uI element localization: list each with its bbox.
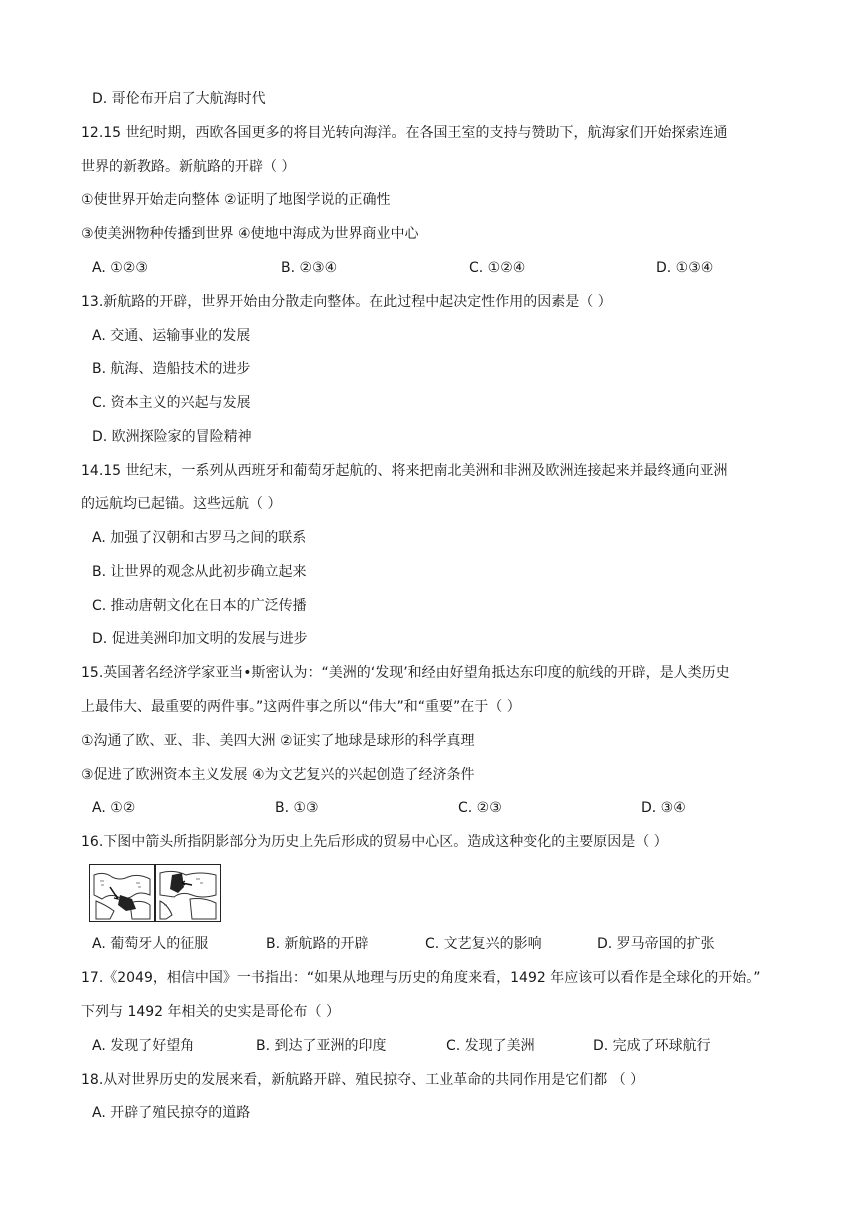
q13-option-a: A. 交通、运输事业的发展 <box>92 328 251 344</box>
map-atlantic-trade-center <box>155 864 221 922</box>
q16-option-b: B. 新航路的开辟 <box>266 936 369 952</box>
q17-option-b: B. 到达了亚洲的印度 <box>256 1038 387 1054</box>
q14-option-a: A. 加强了汉朝和古罗马之间的联系 <box>92 530 307 546</box>
q17-stem-line1: 17.《2049，相信中国》一书指出：“如果从地理与历史的角度来看，1492 年应该可以看作是全球化的开始。” <box>81 970 761 986</box>
q14-stem-line1: 14.15 世纪末，一系列从西班牙和葡萄牙起航的、将来把南北美洲和非洲及欧洲连接起来并最终通向亚洲 <box>81 463 728 479</box>
q14-option-b: B. 让世界的观念从此初步确立起来 <box>92 564 307 580</box>
trade-center-maps-figure <box>89 864 221 922</box>
q17-option-c: C. 发现了美洲 <box>446 1038 535 1054</box>
q15-option-b: B. ①③ <box>275 800 319 816</box>
q12-option-d: D. ①③④ <box>656 260 714 276</box>
q15-statements-1: ①沟通了欧、亚、非、美四大洲 ②证实了地球是球形的科学真理 <box>81 733 475 749</box>
q13-option-d: D. 欧洲探险家的冒险精神 <box>92 429 252 445</box>
q15-statements-2: ③促进了欧洲资本主义发展 ④为文艺复兴的兴起创造了经济条件 <box>81 767 475 783</box>
q14-stem-line2: 的远航均已起锚。这些远航（ ） <box>81 496 282 512</box>
q12-option-c: C. ①②④ <box>469 260 526 276</box>
q15-option-d: D. ③④ <box>641 800 686 816</box>
q13-stem: 13.新航路的开辟，世界开始由分散走向整体。在此过程中起决定性作用的因素是（ ） <box>81 294 612 310</box>
q17-stem-line2: 下列与 1492 年相关的史实是哥伦布（ ） <box>81 1004 340 1020</box>
q12-statements-1: ①使世界开始走向整体 ②证明了地图学说的正确性 <box>81 192 391 208</box>
q17-option-a: A. 发现了好望角 <box>92 1038 195 1054</box>
q15-option-a: A. ①② <box>92 800 136 816</box>
q15-stem-line2: 上最伟大、最重要的两件事。”这两件事之所以“伟大”和“重要”在于（ ） <box>81 699 521 715</box>
q15-option-c: C. ②③ <box>458 800 502 816</box>
q12-option-b: B. ②③④ <box>281 260 338 276</box>
q15-stem-line1: 15.英国著名经济学家亚当•斯密认为：“美洲的‘发现’和经由好望角抵达东印度的航线的开辟，是人类历史 <box>81 665 730 681</box>
q14-option-d: D. 促进美洲印加文明的发展与进步 <box>92 631 308 647</box>
q18-stem: 18.从对世界历史的发展来看，新航路开辟、殖民掠夺、工业革命的共同作用是它们都 （ ） <box>81 1072 645 1088</box>
q16-options <box>0 934 860 954</box>
q13-option-b: B. 航海、造船技术的进步 <box>92 361 251 377</box>
q16-stem: 16.下图中箭头所指阴影部分为历史上先后形成的贸易中心区。造成这种变化的主要原因是（ ） <box>81 834 668 850</box>
q12-stem-line1: 12.15 世纪时期，西欧各国更多的将目光转向海洋。在各国王室的支持与赞助下，航海家们开始探索连通 <box>81 125 728 141</box>
q12-statements-2: ③使美洲物种传播到世界 ④使地中海成为世界商业中心 <box>81 226 419 242</box>
q16-option-a: A. 葡萄牙人的征服 <box>92 936 209 952</box>
q16-option-d: D. 罗马帝国的扩张 <box>597 936 715 952</box>
q12-option-a: A. ①②③ <box>92 260 148 276</box>
q12-options <box>0 258 860 278</box>
q13-option-c: C. 资本主义的兴起与发展 <box>92 395 251 411</box>
map-mediterranean-trade-center <box>89 864 155 922</box>
q11-option-d: D. 哥伦布开启了大航海时代 <box>92 91 266 107</box>
q18-option-a: A. 开辟了殖民掠夺的道路 <box>92 1105 251 1121</box>
q17-options <box>0 1036 860 1056</box>
q16-option-c: C. 文艺复兴的影响 <box>425 936 542 952</box>
q15-options <box>0 798 860 818</box>
q17-option-d: D. 完成了环球航行 <box>593 1038 711 1054</box>
q12-stem-line2: 世界的新教路。新航路的开辟（ ） <box>81 159 296 175</box>
q14-option-c: C. 推动唐朝文化在日本的广泛传播 <box>92 598 307 614</box>
